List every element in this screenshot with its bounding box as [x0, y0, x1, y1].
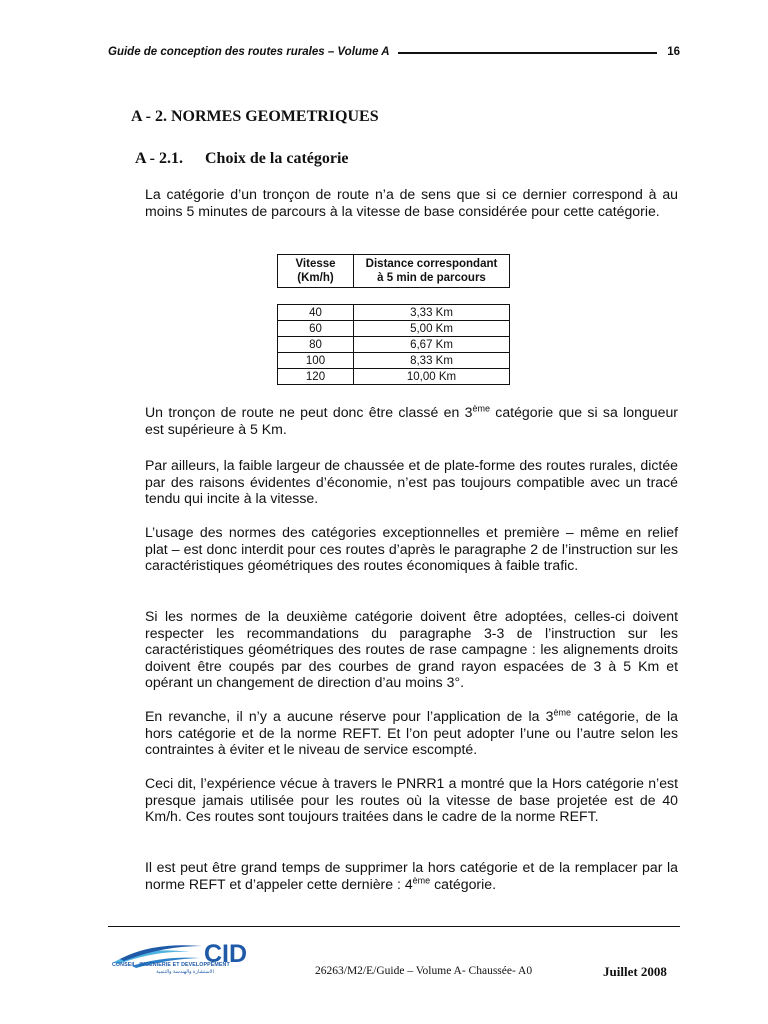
document-reference: 26263/M2/E/Guide – Volume A- Chaussée- A0	[315, 965, 533, 977]
distance-cell: 8,33 Km	[354, 353, 510, 369]
paragraph-4: Si les normes de la deuxième catégorie doivent être adoptées, celles-ci doivent respecter les recommandations du paragraphe 3-3 de l’instruction sur les caractéristiques géométriques des routes de rase campagne : les alignements droits doivent être coupés par des courbes de grand rayon espacées de 3 à 5 Km et opérant un changement de direction d’au moins 3°.	[145, 608, 678, 690]
header-rule	[398, 52, 658, 54]
paragraph-5: En revanche, il n’y a aucune réserve pour l’application de la 3ème catégorie, de la hors catégorie et de la norme REFT. Et l’on peut adopter l’une ou l’autre selon les contraintes à éviter et le niveau de service escompté.	[145, 707, 678, 757]
header-title: Guide de conception des routes rurales – Volume A	[108, 46, 390, 58]
intro-paragraph: La catégorie d’un tronçon de route n’a de sens que si ce dernier correspond à au moins 5 minutes de parcours à la vitesse de base considérée pour cette catégorie.	[145, 186, 678, 219]
document-date: Juillet 2008	[603, 964, 667, 979]
header-cell-speed: Vitesse (Km/h)	[278, 255, 354, 288]
subsection-title: Choix de la catégorie	[205, 150, 349, 167]
paragraph-3: L’usage des normes des catégories exceptionnelles et première – même en relief plat – est donc interdit pour ces routes d’après le paragraphe 2 de l’instruction sur les caractéristiques géométriques des routes économiques à faible trafic.	[145, 524, 678, 573]
table-row	[278, 321, 510, 337]
speed-distance-table	[277, 304, 510, 385]
distance-cell: 5,00 Km	[354, 321, 510, 337]
speed-cell: 40	[278, 305, 354, 321]
paragraph-6: Ceci dit, l’expérience vécue à travers le PNRR1 a montré que la Hors catégorie n’est presque jamais utilisée pour les routes où la vitesse de base projetée est de 40 Km/h. Ces routes sont toujours traitées dans le cadre de la norme REFT.	[145, 775, 678, 824]
footer-rule	[108, 926, 680, 927]
distance-cell: 6,67 Km	[354, 337, 510, 353]
paragraph-7: Il est peut être grand temps de supprimer la hors catégorie et de la remplacer par la norme REFT et d’appeler cette dernière : 4ème catégorie.	[145, 859, 678, 892]
logo-arabic-tagline: الاستشارة والهندسة والتنمية	[156, 969, 214, 975]
section-title: A - 2. NORMES GEOMETRIQUES	[131, 108, 379, 125]
subsection-heading	[135, 150, 349, 168]
speed-cell: 120	[278, 369, 354, 385]
distance-cell: 10,00 Km	[354, 369, 510, 385]
page-number: 16	[667, 46, 680, 58]
logo-name: CID	[204, 940, 248, 968]
distance-cell: 3,33 Km	[354, 305, 510, 321]
paragraph-1: Un tronçon de route ne peut donc être classé en 3ème catégorie que si sa longueur est supérieure à 5 Km.	[145, 403, 678, 437]
table-row	[278, 305, 510, 321]
table-header	[277, 254, 510, 288]
paragraph-2: Par ailleurs, la faible largeur de chaussée et de plate-forme des routes rurales, dictée par des raisons évidentes d’économie, n’est pas toujours compatible avec un tracé tendu qui incite à la vitesse.	[145, 457, 678, 506]
speed-cell: 100	[278, 353, 354, 369]
speed-cell: 80	[278, 337, 354, 353]
page-header	[108, 44, 680, 60]
subsection-number: A - 2.1.	[135, 150, 183, 167]
logo-tagline: CONSEIL, INGENIERIE ET DEVELOPPEMENT	[112, 962, 230, 968]
header-cell-distance: Distance correspondant à 5 min de parcours	[354, 255, 510, 288]
table-row	[278, 353, 510, 369]
table-row	[278, 337, 510, 353]
speed-cell: 60	[278, 321, 354, 337]
table-row	[278, 369, 510, 385]
